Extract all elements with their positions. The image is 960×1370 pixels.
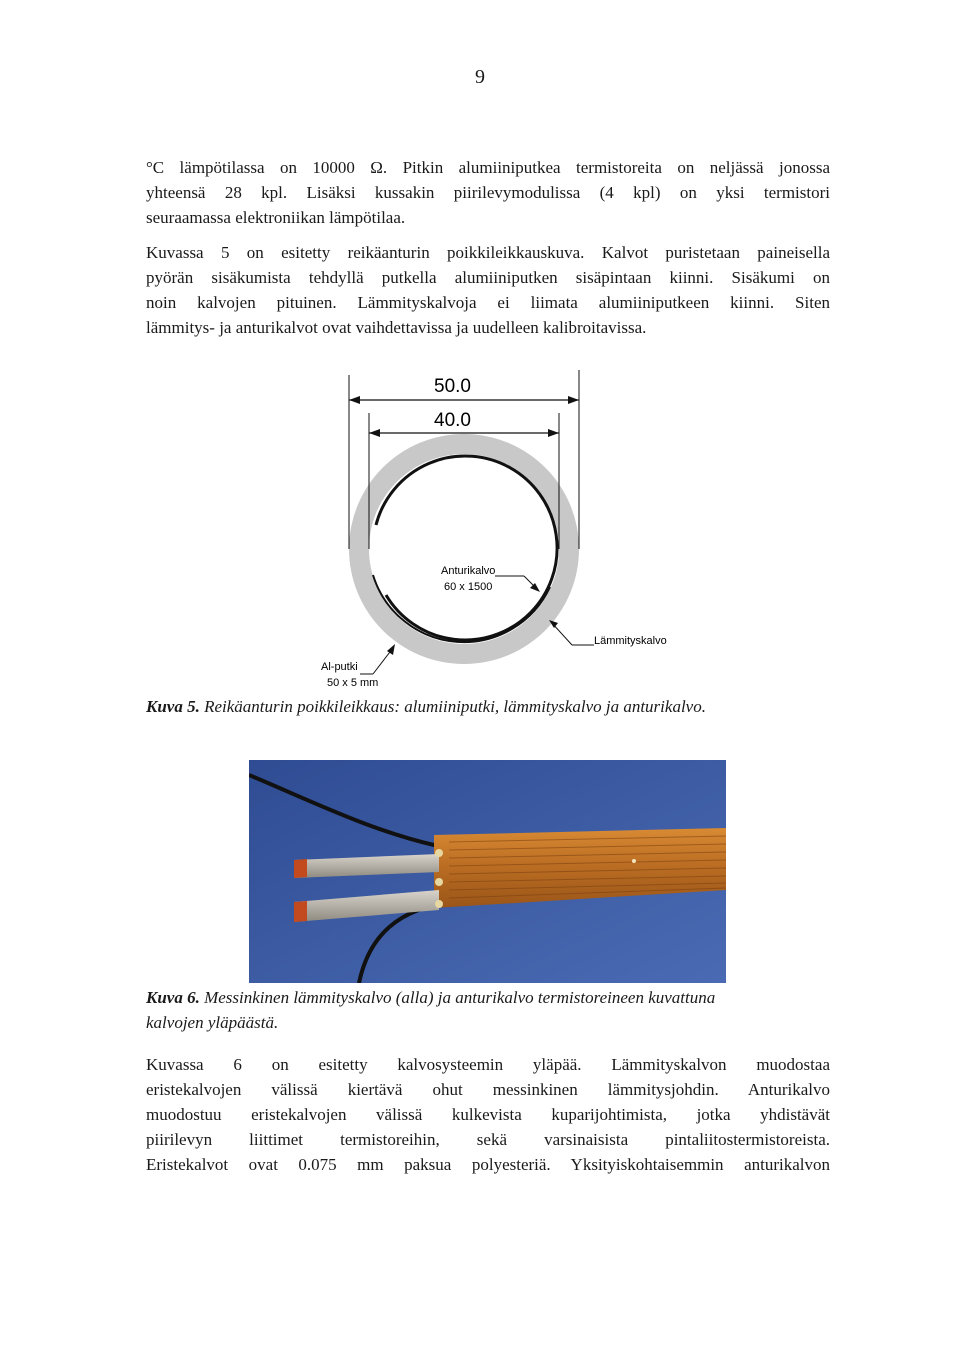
page-number: 9 — [475, 66, 485, 88]
arrow-head — [369, 429, 380, 437]
lead-tip — [294, 859, 307, 878]
thermistor — [632, 859, 636, 863]
text-line: piirilevyn liittimet termistoreihin, sekä varsinaisista pintaliitostermistoreista. — [146, 1130, 830, 1149]
figure-5-cross-section — [300, 365, 700, 695]
caption-text: Messinkinen lämmityskalvo (alla) ja anturikalvo termistoreineen kuvattuna — [204, 988, 716, 1007]
text-line: eristekalvojen välissä kiertävä ohut messinkinen lämmitysjohdin. Anturikalvo — [146, 1080, 830, 1099]
tube-size: 50 x 5 mm — [327, 677, 379, 689]
heater-film-label: Lämmityskalvo — [594, 635, 667, 647]
paragraph-1 — [146, 155, 830, 230]
paragraph-3 — [146, 1052, 830, 1177]
lead-tip — [294, 901, 307, 922]
film-photo — [249, 760, 726, 983]
text-line: seuraamassa elektroniikan lämpötilaa. — [146, 208, 406, 227]
sensor-film-size: 60 x 1500 — [444, 581, 493, 593]
text-line: Kuvassa 6 on esitetty kalvosysteemin yläpää. Lämmityskalvon muodostaa — [146, 1055, 830, 1074]
figure-5-caption — [146, 694, 830, 719]
cross-section-diagram — [300, 365, 700, 695]
arrow-head — [548, 429, 559, 437]
text-line: Kuvassa 5 on esitetty reikäanturin poikkileikkauskuva. Kalvot puristetaan paineisella — [146, 243, 830, 262]
text-line: lämmitys- ja anturikalvot ovat vaihdettavissa ja uudelleen kalibroitavissa. — [146, 318, 647, 337]
text-line: yhteensä 28 kpl. Lisäksi kussakin piirilevymodulissa (4 kpl) on yksi termistori — [146, 183, 830, 202]
solder-joint — [435, 900, 443, 908]
text-line: °C lämpötilassa on 10000 Ω. Pitkin alumiiniputkea termistoreita on neljässä jonossa — [146, 158, 830, 177]
arrow-head — [387, 644, 395, 655]
text-line: muodostuu eristekalvojen välissä kulkevista kuparijohtimista, jotka yhdistävät — [146, 1105, 830, 1124]
caption-text: kalvojen yläpäästä. — [146, 1013, 279, 1032]
text-line: noin kalvojen pituinen. Lämmityskalvoja ei liimata alumiiniputkeen kiinni. Siten — [146, 293, 830, 312]
sensor-film-label: Anturikalvo — [441, 565, 496, 577]
figure-6-caption — [146, 985, 830, 1035]
text-line: Eristekalvot ovat 0.075 mm paksua polyesteriä. Yksityiskohtaisemmin anturikalvon — [146, 1155, 830, 1174]
tube-label: Al-putki — [321, 661, 358, 673]
caption-label: Kuva 5. — [146, 697, 200, 716]
text-line: pyörän sisäkumista tehdyllä putkella alumiiniputken sisäpintaan kiinni. Sisäkumi on — [146, 268, 830, 287]
solder-joint — [435, 849, 443, 857]
dimension-outer-label: 50.0 — [434, 376, 471, 397]
solder-joint — [435, 878, 443, 886]
dimension-inner-label: 40.0 — [434, 410, 471, 431]
arrow-head — [568, 396, 579, 404]
paragraph-2 — [146, 240, 830, 340]
caption-label: Kuva 6. — [146, 988, 200, 1007]
caption-text: Reikäanturin poikkileikkaus: alumiiniputki, lämmityskalvo ja anturikalvo. — [204, 697, 706, 716]
figure-6-photo — [249, 760, 726, 983]
arrow-head — [349, 396, 360, 404]
